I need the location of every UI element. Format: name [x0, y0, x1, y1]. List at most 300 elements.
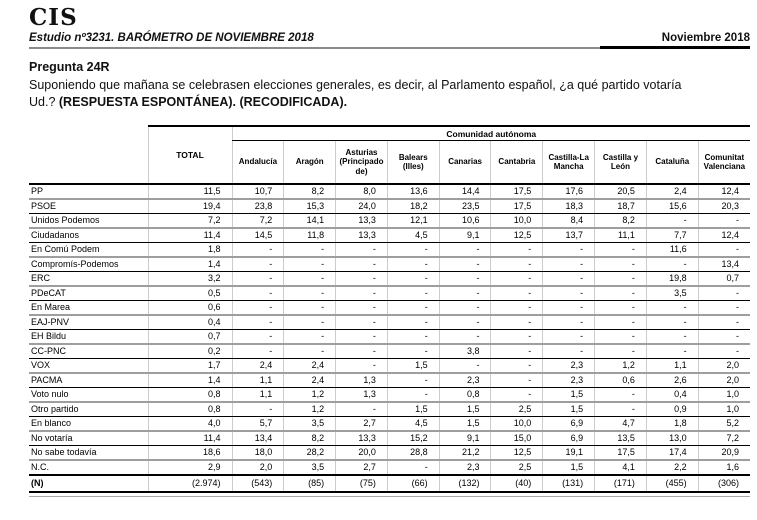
- cell: 8,4: [543, 214, 595, 229]
- cell: 2,6: [646, 373, 698, 388]
- cell: (85): [284, 475, 336, 492]
- cell: 1,8: [646, 417, 698, 432]
- cell: -: [543, 330, 595, 345]
- cell: 10,7: [232, 184, 284, 199]
- cell: 2,5: [491, 460, 543, 475]
- question-line-2: [29, 94, 750, 111]
- cell: 5,2: [698, 417, 750, 432]
- cell: 4,5: [387, 417, 439, 432]
- table-row: [29, 373, 750, 388]
- table-row: [29, 330, 750, 345]
- cell: -: [336, 344, 388, 359]
- cell: -: [491, 388, 543, 403]
- table-row: [29, 286, 750, 301]
- cell: 2,4: [646, 184, 698, 199]
- cell: -: [646, 315, 698, 330]
- cell: 0,6: [595, 373, 647, 388]
- cell: 0,9: [646, 402, 698, 417]
- cell: 3,5: [284, 417, 336, 432]
- cell: 1,2: [595, 359, 647, 374]
- cell: 7,7: [646, 228, 698, 243]
- row-label: Unidos Podemos: [29, 214, 148, 229]
- cell: -: [698, 315, 750, 330]
- group-header-row: [29, 126, 750, 141]
- cell: 2,3: [439, 373, 491, 388]
- table-row: [29, 359, 750, 374]
- results-table: [29, 125, 750, 493]
- table-row: [29, 315, 750, 330]
- cell: 11,8: [284, 228, 336, 243]
- cell: 7,2: [232, 214, 284, 229]
- cell: 0,7: [148, 330, 232, 345]
- column-header: Castilla-La Mancha: [543, 141, 595, 185]
- cell: -: [439, 257, 491, 272]
- cell: 1,0: [698, 402, 750, 417]
- column-header: Aragón: [284, 141, 336, 185]
- cell: 1,2: [284, 402, 336, 417]
- cell: 13,4: [698, 257, 750, 272]
- cell: -: [387, 460, 439, 475]
- column-header: Andalucía: [232, 141, 284, 185]
- cell: 4,7: [595, 417, 647, 432]
- cell: -: [284, 286, 336, 301]
- column-header: Castilla y León: [595, 141, 647, 185]
- cell: -: [595, 272, 647, 287]
- cell: 12,4: [698, 184, 750, 199]
- cell: 7,2: [698, 431, 750, 446]
- cell: -: [646, 214, 698, 229]
- row-label: ERC: [29, 272, 148, 287]
- cell: -: [387, 330, 439, 345]
- cell: -: [543, 301, 595, 316]
- table-row: [29, 243, 750, 258]
- cell: 11,5: [148, 184, 232, 199]
- cell: 13,6: [387, 184, 439, 199]
- cell: 0,6: [148, 301, 232, 316]
- cell: 1,8: [148, 243, 232, 258]
- cell: 0,5: [148, 286, 232, 301]
- row-label: N.C.: [29, 460, 148, 475]
- cell: -: [336, 315, 388, 330]
- row-label: Compromís-Podemos: [29, 257, 148, 272]
- cell: -: [439, 243, 491, 258]
- cell: 28,8: [387, 446, 439, 461]
- cell: -: [232, 257, 284, 272]
- cell: -: [491, 257, 543, 272]
- cell: 0,4: [148, 315, 232, 330]
- cell: 3,5: [646, 286, 698, 301]
- cell: 0,8: [148, 402, 232, 417]
- cell: (75): [336, 475, 388, 492]
- row-label: No votaría: [29, 431, 148, 446]
- cell: (2.974): [148, 475, 232, 492]
- cell: (40): [491, 475, 543, 492]
- table-row: [29, 228, 750, 243]
- cell: 19,8: [646, 272, 698, 287]
- row-label: VOX: [29, 359, 148, 374]
- table-row: [29, 402, 750, 417]
- cell: -: [543, 272, 595, 287]
- cell: 4,0: [148, 417, 232, 432]
- cell: 9,1: [439, 228, 491, 243]
- cell: -: [595, 243, 647, 258]
- cell: -: [646, 301, 698, 316]
- cell: -: [698, 243, 750, 258]
- table-footer: [29, 475, 750, 492]
- cell: 18,0: [232, 446, 284, 461]
- cell: -: [595, 301, 647, 316]
- table-row: [29, 344, 750, 359]
- cell: -: [232, 272, 284, 287]
- question-line-1: Suponiendo que mañana se celebrasen elecciones generales, es decir, al Parlamento español, ¿a qué partido votaría: [29, 78, 682, 92]
- cell: 13,7: [543, 228, 595, 243]
- cell: (131): [543, 475, 595, 492]
- cell: 13,5: [595, 431, 647, 446]
- column-header: Balears (Illes): [387, 141, 439, 185]
- cell: -: [698, 286, 750, 301]
- row-label: Ciudadanos: [29, 228, 148, 243]
- cell: -: [543, 315, 595, 330]
- cell: 1,6: [698, 460, 750, 475]
- cell: -: [387, 243, 439, 258]
- cell: -: [387, 388, 439, 403]
- cell: -: [698, 344, 750, 359]
- cell: 13,0: [646, 431, 698, 446]
- row-label: CC-PNC: [29, 344, 148, 359]
- cell: 7,2: [148, 214, 232, 229]
- cell: 11,4: [148, 431, 232, 446]
- cell: 1,5: [543, 388, 595, 403]
- cell: -: [491, 286, 543, 301]
- row-label: EH Bildu: [29, 330, 148, 345]
- cell: 1,5: [439, 402, 491, 417]
- cell: 1,5: [543, 460, 595, 475]
- row-label: En Comú Podem: [29, 243, 148, 258]
- table-end-rule: [29, 496, 750, 497]
- row-label: (N): [29, 475, 148, 492]
- cell: -: [232, 344, 284, 359]
- cell: 20,9: [698, 446, 750, 461]
- cell: -: [698, 330, 750, 345]
- table-row: [29, 460, 750, 475]
- cell: 10,0: [491, 214, 543, 229]
- cell: 9,1: [439, 431, 491, 446]
- cell: 15,0: [491, 431, 543, 446]
- table-header: [29, 126, 750, 184]
- cell: (132): [439, 475, 491, 492]
- cell: 15,2: [387, 431, 439, 446]
- row-label: En Marea: [29, 301, 148, 316]
- n-row: [29, 475, 750, 492]
- cell: -: [232, 286, 284, 301]
- cell: 1,5: [439, 417, 491, 432]
- table-row: [29, 199, 750, 214]
- question-line-2-prefix: Ud.?: [29, 95, 59, 109]
- cell: 2,7: [336, 417, 388, 432]
- cell: -: [387, 286, 439, 301]
- cell: 1,2: [284, 388, 336, 403]
- cell: 24,0: [336, 199, 388, 214]
- cell: -: [284, 272, 336, 287]
- cell: -: [698, 301, 750, 316]
- cell: 12,1: [387, 214, 439, 229]
- cell: 8,2: [284, 184, 336, 199]
- row-label: PACMA: [29, 373, 148, 388]
- cell: 11,4: [148, 228, 232, 243]
- cell: (455): [646, 475, 698, 492]
- cell: -: [232, 243, 284, 258]
- cell: 2,7: [336, 460, 388, 475]
- cell: -: [543, 286, 595, 301]
- cell: 8,2: [595, 214, 647, 229]
- cell: 11,1: [595, 228, 647, 243]
- cell: 2,3: [543, 373, 595, 388]
- cell: 2,9: [148, 460, 232, 475]
- row-label: EAJ-PNV: [29, 315, 148, 330]
- cell: 14,4: [439, 184, 491, 199]
- cell: -: [595, 344, 647, 359]
- cell: 2,5: [491, 402, 543, 417]
- cell: 1,5: [387, 359, 439, 374]
- cell: -: [439, 272, 491, 287]
- cell: 3,2: [148, 272, 232, 287]
- cell: 13,3: [336, 214, 388, 229]
- header-rule-black-segment: [600, 46, 750, 49]
- row-label: No sabe todavía: [29, 446, 148, 461]
- cell: -: [543, 344, 595, 359]
- cell: 10,0: [491, 417, 543, 432]
- cell: 0,7: [698, 272, 750, 287]
- cell: 20,3: [698, 199, 750, 214]
- cell: -: [387, 272, 439, 287]
- table-row: [29, 214, 750, 229]
- cell: -: [284, 301, 336, 316]
- table-row: [29, 388, 750, 403]
- cell: -: [387, 301, 439, 316]
- cell: -: [646, 344, 698, 359]
- cell: -: [439, 301, 491, 316]
- cell: -: [387, 315, 439, 330]
- cell: 23,5: [439, 199, 491, 214]
- table-row: [29, 417, 750, 432]
- cell: 0,2: [148, 344, 232, 359]
- cell: -: [595, 330, 647, 345]
- cell: 0,8: [439, 388, 491, 403]
- cell: -: [595, 402, 647, 417]
- cell: 1,3: [336, 373, 388, 388]
- row-label: PSOE: [29, 199, 148, 214]
- cell: -: [284, 330, 336, 345]
- cell: -: [595, 286, 647, 301]
- cell: 15,3: [284, 199, 336, 214]
- cell: 10,6: [439, 214, 491, 229]
- cell: -: [284, 344, 336, 359]
- cell: -: [284, 243, 336, 258]
- cell: 18,7: [595, 199, 647, 214]
- cell: (543): [232, 475, 284, 492]
- cell: -: [491, 359, 543, 374]
- cell: 1,1: [646, 359, 698, 374]
- cell: 6,9: [543, 417, 595, 432]
- cell: 1,5: [543, 402, 595, 417]
- cell: -: [543, 257, 595, 272]
- cell: -: [336, 286, 388, 301]
- cell: 13,3: [336, 228, 388, 243]
- cell: 1,4: [148, 373, 232, 388]
- cell: -: [232, 301, 284, 316]
- cell: 11,6: [646, 243, 698, 258]
- table-row: [29, 272, 750, 287]
- row-label: Otro partido: [29, 402, 148, 417]
- cell: 2,4: [232, 359, 284, 374]
- cell: -: [387, 373, 439, 388]
- cell: -: [387, 257, 439, 272]
- cell: -: [543, 243, 595, 258]
- header-rule: [29, 47, 750, 49]
- cell: -: [491, 301, 543, 316]
- cell: 2,0: [232, 460, 284, 475]
- cell: -: [284, 257, 336, 272]
- cell: -: [232, 315, 284, 330]
- cell: 4,5: [387, 228, 439, 243]
- total-column-header: TOTAL: [148, 126, 232, 184]
- column-header: Comunitat Valenciana: [698, 141, 750, 185]
- row-label: Voto nulo: [29, 388, 148, 403]
- cell: 18,3: [543, 199, 595, 214]
- cell: 1,1: [232, 388, 284, 403]
- cell: 2,3: [439, 460, 491, 475]
- question-text: [29, 77, 750, 111]
- cell: -: [336, 301, 388, 316]
- column-header: Asturias (Principado de): [336, 141, 388, 185]
- row-label: PP: [29, 184, 148, 199]
- cell: -: [491, 272, 543, 287]
- cell: -: [491, 315, 543, 330]
- column-header: Cataluña: [646, 141, 698, 185]
- cell: -: [284, 315, 336, 330]
- column-header: Canarias: [439, 141, 491, 185]
- study-title: Estudio nº3231. BARÓMETRO DE NOVIEMBRE 2018: [29, 32, 314, 44]
- cell: -: [336, 330, 388, 345]
- cell: 12,5: [491, 228, 543, 243]
- cell: -: [646, 330, 698, 345]
- table-body: [29, 184, 750, 475]
- cell: 17,5: [595, 446, 647, 461]
- table-row: [29, 431, 750, 446]
- cell: 0,4: [646, 388, 698, 403]
- cell: 19,1: [543, 446, 595, 461]
- cell: 1,4: [148, 257, 232, 272]
- cell: -: [336, 359, 388, 374]
- cell: 13,4: [232, 431, 284, 446]
- question-number: Pregunta 24R: [29, 60, 110, 74]
- cell: 15,6: [646, 199, 698, 214]
- cell: -: [491, 330, 543, 345]
- cell: 3,5: [284, 460, 336, 475]
- table-row: [29, 184, 750, 199]
- cell: 1,3: [336, 388, 388, 403]
- cell: 12,5: [491, 446, 543, 461]
- cell: 0,8: [148, 388, 232, 403]
- table-row: [29, 446, 750, 461]
- cell: -: [439, 330, 491, 345]
- cell: 17,5: [491, 199, 543, 214]
- cell: -: [595, 315, 647, 330]
- cell: 5,7: [232, 417, 284, 432]
- cell: -: [387, 344, 439, 359]
- issue-date: Noviembre 2018: [661, 32, 750, 44]
- cell: 2,0: [698, 373, 750, 388]
- table-row: [29, 301, 750, 316]
- cell: 3,8: [439, 344, 491, 359]
- cell: (171): [595, 475, 647, 492]
- cell: 17,6: [543, 184, 595, 199]
- document-header: [29, 32, 750, 44]
- cell: 2,3: [543, 359, 595, 374]
- group-header: Comunidad autónoma: [232, 126, 750, 141]
- cell: 20,0: [336, 446, 388, 461]
- cell: 17,4: [646, 446, 698, 461]
- cell: -: [439, 315, 491, 330]
- cell: -: [595, 388, 647, 403]
- cell: -: [336, 272, 388, 287]
- cell: 1,7: [148, 359, 232, 374]
- cell: 8,2: [284, 431, 336, 446]
- cell: 21,2: [439, 446, 491, 461]
- cell: 19,4: [148, 199, 232, 214]
- cell: -: [646, 257, 698, 272]
- cell: -: [336, 402, 388, 417]
- cell: -: [336, 243, 388, 258]
- cell: -: [595, 257, 647, 272]
- cell: 20,5: [595, 184, 647, 199]
- column-header: Cantabria: [491, 141, 543, 185]
- cell: 6,9: [543, 431, 595, 446]
- cell: -: [491, 243, 543, 258]
- cell: 2,4: [284, 359, 336, 374]
- cell: 23,8: [232, 199, 284, 214]
- cell: -: [336, 257, 388, 272]
- cell: 1,5: [387, 402, 439, 417]
- cell: 1,1: [232, 373, 284, 388]
- cell: 14,5: [232, 228, 284, 243]
- cell: 13,3: [336, 431, 388, 446]
- cell: 2,2: [646, 460, 698, 475]
- table-row: [29, 257, 750, 272]
- cell: -: [232, 330, 284, 345]
- cell: -: [491, 373, 543, 388]
- cell: (306): [698, 475, 750, 492]
- cell: -: [232, 402, 284, 417]
- cell: 14,1: [284, 214, 336, 229]
- cell: -: [439, 286, 491, 301]
- row-label: PDeCAT: [29, 286, 148, 301]
- cell: 17,5: [491, 184, 543, 199]
- cell: 28,2: [284, 446, 336, 461]
- cell: 2,0: [698, 359, 750, 374]
- cell: 1,0: [698, 388, 750, 403]
- row-label: En blanco: [29, 417, 148, 432]
- question-line-2-bold: (RESPUESTA ESPONTÁNEA). (RECODIFICADA).: [58, 95, 348, 109]
- cell: 18,2: [387, 199, 439, 214]
- cell: (66): [387, 475, 439, 492]
- cis-logo: CIS: [29, 4, 78, 31]
- cell: 4,1: [595, 460, 647, 475]
- cell: 18,6: [148, 446, 232, 461]
- cell: 12,4: [698, 228, 750, 243]
- row-label-header: [29, 126, 148, 184]
- cell: 8,0: [336, 184, 388, 199]
